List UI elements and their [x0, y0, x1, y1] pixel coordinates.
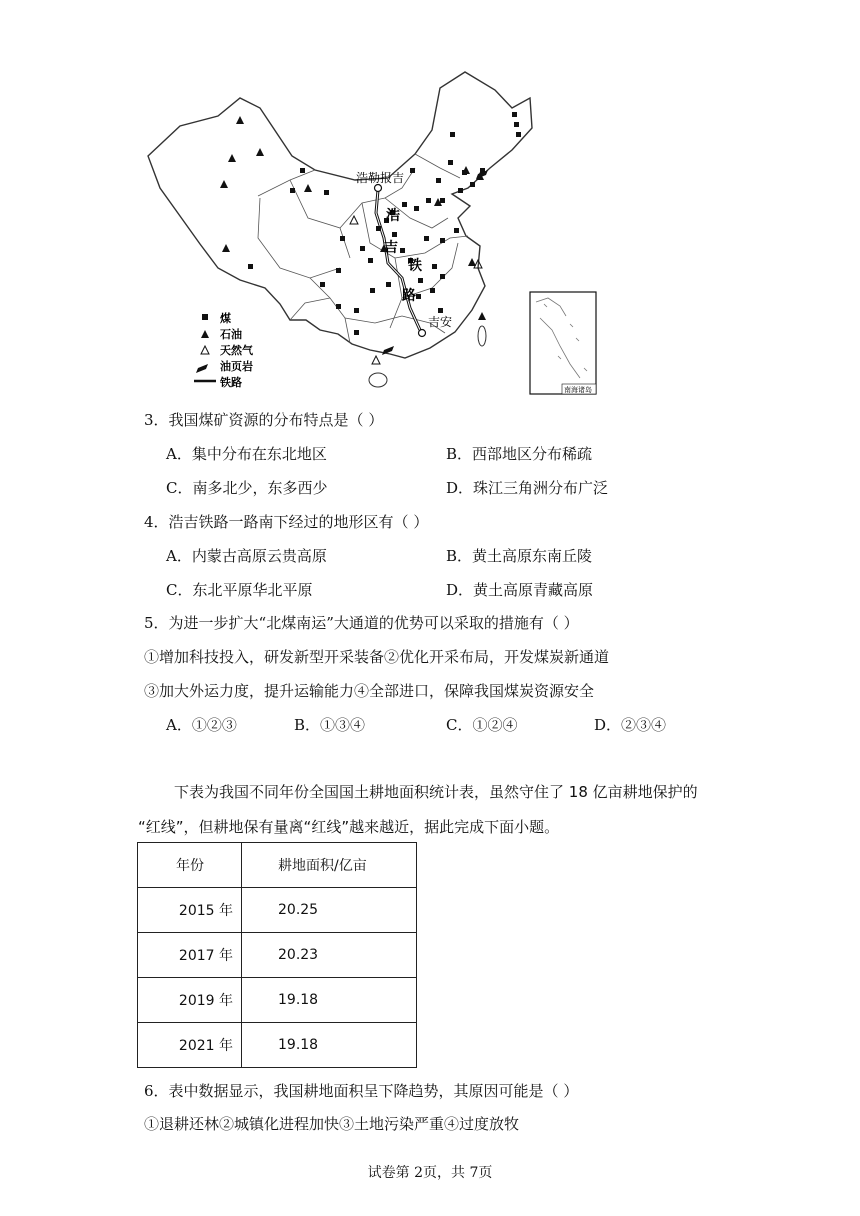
cell-area: 20.23 [242, 933, 417, 978]
gas-markers [350, 216, 482, 364]
svg-text:天然气: 天然气 [220, 344, 253, 357]
table-header-row [138, 843, 417, 888]
question-3-stem: 3．我国煤矿资源的分布特点是（ ） [144, 411, 384, 429]
question-5-statements-2: ③加大外运力度，提升运输能力④全部进口，保障我国煤炭资源安全 [144, 682, 595, 700]
question-4-option-d[interactable]: D．黄土高原青藏高原 [446, 581, 594, 599]
question-3-option-d[interactable]: D．珠江三角洲分布广泛 [446, 479, 609, 497]
farmland-table [137, 842, 417, 1068]
intro-line-2: “红线”，但耕地保有量离“红线”越来越近，据此完成下面小题。 [138, 818, 560, 836]
question-6-statements: ①退耕还林②城镇化进程加快③土地污染严重④过度放牧 [144, 1115, 520, 1133]
parallelogram-icon [196, 364, 208, 373]
question-5-option-b[interactable]: B．①③④ [294, 716, 366, 734]
question-4-option-a[interactable]: A．内蒙古高原云贵高原 [166, 547, 327, 565]
intro-line-1: 下表为我国不同年份全国国土耕地面积统计表，虽然守住了 18 亿亩耕地保护的 [174, 783, 698, 801]
question-5-option-c[interactable]: C．①②④ [446, 716, 518, 734]
header-area: 耕地面积/亿亩 [242, 843, 417, 888]
cell-area: 20.25 [242, 888, 417, 933]
header-year: 年份 [138, 843, 242, 888]
railway-char: 吉 [384, 240, 398, 256]
cell-year: 2015 年 [138, 888, 242, 933]
triangle-filled-icon [201, 330, 209, 338]
cell-area: 19.18 [242, 978, 417, 1023]
table-row [138, 933, 417, 978]
railway-char: 路 [402, 288, 416, 304]
map-legend [194, 311, 254, 389]
question-5-stem: 5．为进一步扩大“北煤南运”大通道的优势可以采取的措施有（ ） [144, 614, 579, 632]
svg-text:铁路: 铁路 [220, 376, 242, 389]
coal-markers [248, 112, 521, 335]
resource-map [140, 68, 610, 396]
svg-text:油页岩: 油页岩 [220, 360, 253, 373]
question-4-stem: 4．浩吉铁路一路南下经过的地形区有（ ） [144, 513, 429, 531]
question-3-option-a[interactable]: A．集中分布在东北地区 [166, 445, 327, 463]
railway-char: 浩 [386, 208, 400, 224]
question-4-option-c[interactable]: C．东北平原华北平原 [166, 581, 313, 599]
svg-text:南海诸岛: 南海诸岛 [564, 386, 592, 394]
cell-year: 2021 年 [138, 1023, 242, 1068]
question-5-statements-1: ①增加科技投入，研发新型开采装备②优化开采布局，开发煤炭新通道 [144, 648, 610, 666]
table-row [138, 978, 417, 1023]
table-row [138, 1023, 417, 1068]
cell-year: 2019 年 [138, 978, 242, 1023]
question-5-option-d[interactable]: D．②③④ [594, 716, 667, 734]
railway-char: 铁 [408, 258, 422, 274]
label-haolebaoji: 浩勒报吉 [356, 171, 405, 185]
question-4-option-b[interactable]: B．黄土高原东南丘陵 [446, 547, 593, 565]
label-jian: 吉安 [428, 315, 453, 329]
table-row [138, 888, 417, 933]
svg-text:煤: 煤 [220, 312, 231, 325]
cell-year: 2017 年 [138, 933, 242, 978]
question-3-option-c[interactable]: C．南多北少，东多西少 [166, 479, 328, 497]
cell-area: 19.18 [242, 1023, 417, 1068]
south-china-sea-inset [530, 292, 596, 394]
question-5-option-a[interactable]: A．①②③ [166, 716, 237, 734]
question-3-option-b[interactable]: B．西部地区分布稀疏 [446, 445, 593, 463]
question-6-stem: 6．表中数据显示，我国耕地面积呈下降趋势，其原因可能是（ ） [144, 1082, 579, 1100]
square-icon [202, 314, 208, 320]
page-footer: 试卷第 2页，共 7页 [367, 1165, 493, 1181]
triangle-outline-icon [201, 346, 209, 354]
svg-text:石油: 石油 [220, 328, 242, 341]
